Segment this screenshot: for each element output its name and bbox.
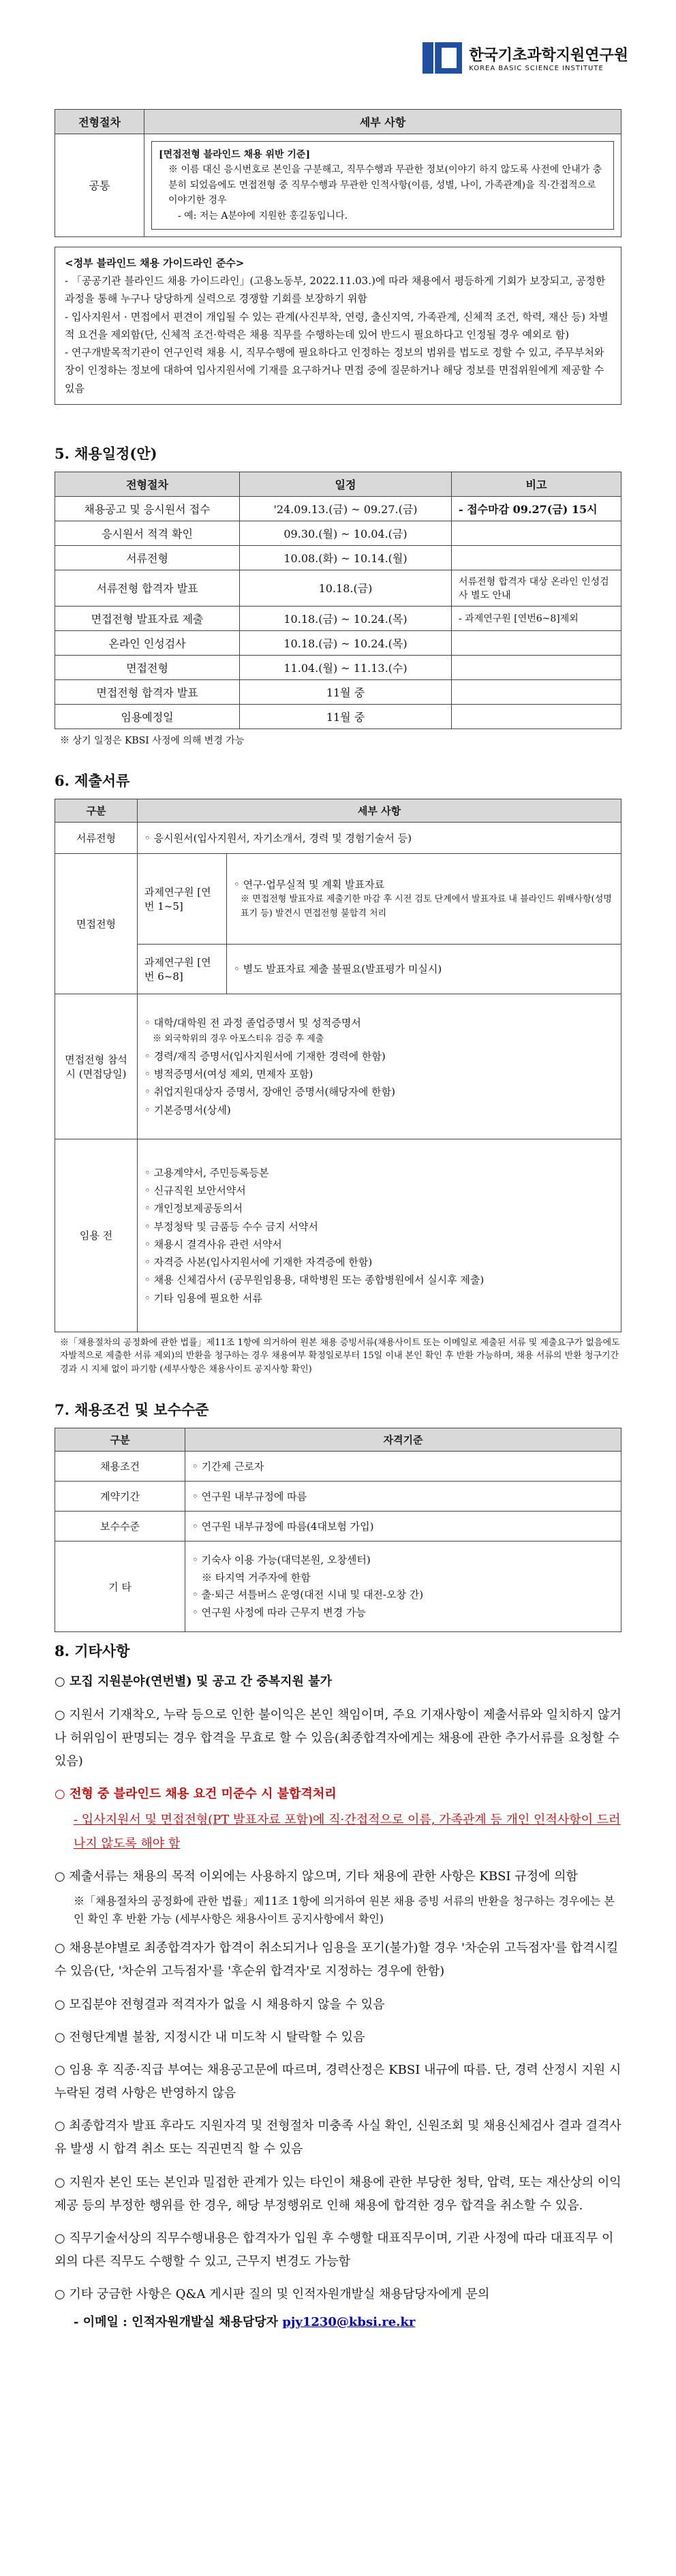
- table-row: [55, 570, 621, 606]
- schedule-header-note: 비고: [452, 472, 621, 496]
- doc-item: ◦ 취업지원대상자 증명서, 장애인 증명서(해당자에 한함): [144, 1086, 395, 1099]
- schedule-cell: 면접전형 합격자 발표: [55, 679, 240, 704]
- schedule-header-date: 일정: [240, 472, 452, 496]
- table-row: [55, 679, 621, 704]
- table-row: [55, 630, 621, 655]
- blind-guideline-box: [55, 247, 621, 405]
- table-row: [55, 944, 621, 994]
- table-row: [55, 496, 621, 521]
- misc-item: ○ 기타 궁금한 사항은 Q&A 게시판 질의 및 인적자원개발실 채용담당자에게 문의: [55, 2287, 490, 2302]
- documents-heading: 6. 제출서류: [55, 771, 130, 789]
- schedule-cell: 서류전형 합격자 대상 온라인 인성검사 별도 안내: [452, 570, 621, 606]
- guideline-title: <정부 블라인드 채용 가이드라인 준수>: [65, 256, 245, 269]
- misc-item: ○ 임용 후 직종·직급 부여는 채용공고문에 따르며, 경력산정은 KBSI 내규에 따름. 단, 경력 산정시 지원 시 누락된 경력 사항은 반영하지 않음: [55, 2062, 621, 2101]
- conditions-section: [55, 1399, 621, 1632]
- condition-label: 계약기간: [55, 1482, 185, 1512]
- schedule-cell: 11월 중: [240, 704, 452, 729]
- schedule-cell: 응시원서 적격 확인: [55, 521, 240, 545]
- doc-row-label: 서류전형: [55, 822, 138, 853]
- doc-item: ◦ 경력/재직 증명서(입사지원서에 기재한 경력에 한함): [144, 1049, 386, 1062]
- table-row: [55, 704, 621, 729]
- top-table-section: [55, 109, 621, 237]
- doc-row-label: 면접전형: [55, 853, 138, 994]
- misc-item: ○ 모집분야 전형결과 적격자가 없을 시 채용하지 않을 수 있음: [55, 1997, 385, 2012]
- condition-item: ◦ 출·퇴근 셔틀버스 운영(대전 시내 및 대전-오창 간): [192, 1589, 424, 1601]
- table-row: [55, 853, 621, 944]
- misc-item: ○ 지원서 기재착오, 누락 등으로 인한 불이익은 본인 책임이며, 주요 기재사항이 제출서류와 일치하지 않거나 허위임이 판명되는 경우 합격을 무효로 할 수 있음(최종합격자에게는 채용에 관한 추가서류를 요청할 수 있음): [55, 1707, 621, 1769]
- schedule-cell: 10.08.(화) ~ 10.14.(월): [240, 545, 452, 570]
- schedule-cell: 온라인 인성검사: [55, 630, 240, 655]
- schedule-cell: 임용예정일: [55, 704, 240, 729]
- misc-item: ○ 채용분야별로 최종합격자가 합격이 취소되거나 임용을 포기(불가)할 경우 '차순위 고득점자'를 합격시킬 수 있음(단, '차순위 고득점자'를 '후순위 합격자'로 지정하는 경우에 한함): [55, 1941, 619, 1979]
- documents-table: [55, 799, 621, 1332]
- misc-item-note: ※「채용절차의 공정화에 관한 법률」제11조 1항에 의거하여 원본 채용 증빙 서류의 반환을 청구하는 경우에는 본인 확인 후 반환 가능 (세부사항은 채용사이트 공지사항에서 확인): [74, 1894, 615, 1925]
- schedule-cell: 서류전형 합격자 발표: [55, 570, 240, 606]
- condition-value: ◦ 연구원 내부규정에 따름: [185, 1482, 621, 1512]
- schedule-cell: [452, 521, 621, 545]
- documents-header-type: 구분: [55, 799, 138, 822]
- doc-item-note: ※ 외국학위의 경우 아포스티유 검증 후 제출: [153, 1034, 324, 1045]
- table-row: [55, 1482, 621, 1512]
- schedule-cell: [452, 704, 621, 729]
- contact-line: [74, 2311, 621, 2334]
- table-row: [55, 655, 621, 679]
- schedule-cell: 09.30.(월) ~ 10.04.(금): [240, 521, 452, 545]
- table-row: [55, 606, 621, 630]
- schedule-cell: [452, 630, 621, 655]
- kbsi-logo: [422, 42, 628, 74]
- schedule-cell: 11월 중: [240, 679, 452, 704]
- schedule-cell: 11.04.(월) ~ 11.13.(수): [240, 655, 452, 679]
- doc-item: ◦ 개인정보제공동의서: [144, 1202, 243, 1215]
- guideline-line: - 연구개발목적기관이 연구인력 채용 시, 직무수행에 필요하다고 인정하는 정보의 범위를 법도로 정할 수 있고, 주무부처와 장이 인정하는 정보에 대하여 입사지원서에 기재를 요구하거나 면접 중에 질문하거나 해당 정보를 면접위원에게 제공할 수 있음: [65, 346, 604, 395]
- misc-item: ○ 지원자 본인 또는 본인과 밀접한 관계가 있는 타인이 채용에 관한 부당한 청탁, 압력, 또는 재산상의 이익 제공 등의 부정한 행위를 한 경우, 해당 부정행위로 인해 채용에 합격한 경우 합격을 취소할 수 있음.: [55, 2175, 621, 2213]
- schedule-cell: [452, 679, 621, 704]
- table-row: [55, 994, 621, 1139]
- violation-title: [면접전형 블라인드 채용 위반 기준]: [159, 149, 311, 160]
- schedule-section: [55, 443, 621, 747]
- logo-korean: 한국기초과학지원연구원: [469, 47, 628, 64]
- table-row: [55, 545, 621, 570]
- violation-example: - 예: 저는 A분야에 지원한 홍길동입니다.: [178, 210, 348, 221]
- misc-item: ○ 직무기술서상의 직무수행내용은 합격자가 입원 후 수행할 대표직무이며, 기관 사정에 따라 대표직무 이외의 다른 직무도 수행할 수 있고, 근무지 변경도 가능함: [55, 2231, 614, 2269]
- top-header-detail: 세부 사항: [144, 110, 621, 134]
- doc-item: ◦ 자격증 사본(입사지원서에 기재한 자격증에 한함): [144, 1256, 373, 1269]
- doc-item: ◦ 부정청탁 및 금품등 수수 금지 서약서: [144, 1220, 318, 1233]
- schedule-cell: 채용공고 및 응시원서 접수: [55, 496, 240, 521]
- top-header-stage: 전형절차: [55, 110, 144, 134]
- misc-item: ○ 전형 중 블라인드 채용 요건 미준수 시 불합격처리: [55, 1787, 337, 1802]
- schedule-cell: [452, 545, 621, 570]
- doc-item: ◦ 기타 임용에 필요한 서류: [144, 1291, 262, 1304]
- doc-item: ◦ 신규직원 보안서약서: [144, 1184, 246, 1197]
- misc-item: ○ 최종합격자 발표 후라도 지원자격 및 전형절차 미충족 사실 확인, 신원조회 및 채용신체검사 결과 결격사유 발생 시 합격 취소 또는 직권면직 할 수 있음: [55, 2119, 621, 2157]
- condition-item: ◦ 기숙사 이용 가능(대덕본원, 오창센터): [192, 1554, 371, 1567]
- conditions-header-type: 구분: [55, 1428, 185, 1452]
- schedule-cell: [452, 655, 621, 679]
- schedule-header-stage: 전형절차: [55, 472, 240, 496]
- violation-item: ※ 이름 대신 응시번호로 본인을 구분해고, 직무수행과 무관한 정보(이야기 하지 않도록 사전에 안내가 충분히 되었음에도 면접전형 중 직무수행과 무관한 인적사항(이름, 성별, 나이, 가족관계)을 직·간접적으로 이야기한 경우: [168, 164, 602, 206]
- condition-value: ◦ 연구원 내부규정에 따름(4대보험 가입): [185, 1512, 621, 1542]
- condition-value: ◦ 기간제 근로자: [185, 1452, 621, 1482]
- logo-english: KOREA BASIC SCIENCE INSTITUTE: [469, 65, 604, 72]
- doc-subrow-label: 과제연구원 [연번 6~8]: [138, 944, 227, 994]
- table-row: [55, 822, 621, 853]
- guideline-line: - 「공공기관 블라인드 채용 가이드라인」(고용노동부, 2022.11.03.)에 따라 채용에서 평등하게 기회가 보장되고, 공정한 과정을 통해 누구나 당당하게 실력으로 경쟁할 기회를 보장하기 위함: [65, 275, 606, 305]
- doc-item: ◦ 기본증명서(상세): [144, 1103, 231, 1116]
- schedule-cell: 10.18.(금) ~ 10.24.(목): [240, 606, 452, 630]
- doc-item: ◦ 채용시 결격사유 관련 서약서: [144, 1238, 282, 1251]
- schedule-cell: - 접수마감 09.27(금) 15시: [452, 496, 621, 521]
- condition-item-note: ※ 타지역 거주자에 한함: [202, 1571, 311, 1584]
- documents-note: ※「채용절차의 공정화에 관한 법률」제11조 1항에 의거하여 원본 채용 증빙서류(채용사이트 또는 이메일로 제출된 서류 및 제출요구가 없음에도 자발적으로 제출한 서류 제외)의 반환을 청구하는 경우 채용여부 확정일로부터 15일 이내 본인 확인 후 반환 가능하며, 채용 서류의 반환 청구기간 경과 시 지체 없이 파기함 (세부사항은 채용사이트 공지사항 확인): [60, 1337, 620, 1375]
- schedule-cell: - 과제연구원 [연번6~8]제외: [452, 606, 621, 630]
- schedule-table: [55, 472, 621, 729]
- doc-item: ◦ 연구·업무실적 및 계획 발표자료: [234, 878, 385, 891]
- table-row: [55, 1542, 621, 1632]
- documents-section: [55, 770, 621, 1377]
- doc-subrow-label: 과제연구원 [연번 1~5]: [138, 853, 227, 944]
- conditions-heading: 7. 채용조건 및 보수수준: [55, 1401, 209, 1419]
- misc-item: ○ 전형단계별 불참, 지정시간 내 미도착 시 탈락할 수 있음: [55, 2029, 365, 2044]
- top-table: [55, 109, 621, 237]
- kbsi-logo-icon: [422, 42, 463, 74]
- condition-label: 보수수준: [55, 1512, 185, 1542]
- table-row: [55, 521, 621, 545]
- misc-item: ○ 모집 지원분야(연번별) 및 공고 간 중복지원 불가: [55, 1674, 332, 1689]
- schedule-cell: 면접전형: [55, 655, 240, 679]
- blind-violation-box: [151, 141, 614, 230]
- condition-item: ◦ 연구원 사정에 따라 근무지 변경 가능: [192, 1606, 366, 1619]
- conditions-header-criteria: 자격기준: [185, 1428, 621, 1452]
- schedule-cell: 10.18.(금): [240, 570, 452, 606]
- doc-item: ◦ 고용계약서, 주민등록등본: [144, 1166, 269, 1179]
- condition-label: 채용조건: [55, 1452, 185, 1482]
- condition-label: 기 타: [55, 1542, 185, 1632]
- conditions-table: [55, 1428, 621, 1632]
- contact-prefix: - 이메일 : 인적자원개발실 채용담당자: [74, 2314, 283, 2329]
- schedule-heading: 5. 채용일정(안): [55, 444, 157, 462]
- table-row: [55, 1452, 621, 1482]
- doc-item: ◦ 병적증명서(여성 제외, 면제자 포함): [144, 1068, 313, 1081]
- schedule-cell: '24.09.13.(금) ~ 09.27.(금): [240, 496, 452, 521]
- table-row: [55, 1512, 621, 1542]
- table-row: [55, 1139, 621, 1332]
- doc-item: ◦ 대학/대학원 전 과정 졸업증명서 및 성적증명서: [144, 1016, 361, 1029]
- contact-email-link[interactable]: pjy1230@kbsi.re.kr: [282, 2314, 416, 2329]
- misc-heading: 8. 기타사항: [55, 1642, 130, 1660]
- doc-row-label: 임용 전: [55, 1139, 138, 1332]
- doc-row-detail: ◦ 응시원서(입사지원서, 자기소개서, 경력 및 경험기술서 등): [138, 822, 621, 853]
- documents-header-detail: 세부 사항: [138, 799, 621, 822]
- misc-item: - 입사지원서 및 면접전형(PT 발표자료 포함)에 직·간접적으로 이름, 가족관계 등 개인 인적사항이 드러나지 않도록 해야 함: [74, 1813, 621, 1851]
- doc-item: ◦ 채용 신체검사서 (공무원임용용, 대학병원 또는 종합병원에서 실시후 제출): [144, 1274, 485, 1287]
- doc-item: ◦ 별도 발표자료 제출 불필요(발표평가 미실시): [227, 944, 621, 994]
- schedule-cell: 10.18.(금) ~ 10.24.(목): [240, 630, 452, 655]
- schedule-cell: 서류전형: [55, 545, 240, 570]
- doc-row-label: 면접전형 참석 시 (면접당일): [55, 994, 138, 1139]
- doc-item-note: ※ 면접전형 발표자료 제출기한 마감 후 시전 검토 단계에서 발표자료 내 블라인드 위배사항(성명 표기 등) 발견시 면접전형 불합격 처리: [241, 894, 612, 919]
- misc-section: [55, 1640, 621, 2333]
- top-stage-common: 공통: [55, 134, 144, 237]
- schedule-note: ※ 상기 일정은 KBSI 사정에 의해 변경 가능: [60, 735, 245, 746]
- guideline-line: - 입사지원서 · 면접에서 편견이 개입될 수 있는 관계(사진부착, 연령, 출신지역, 가족관계, 신체적 조건, 학력, 재산 등) 차별적 요건을 제외함(단, 신체적 조건·학력은 채용 직무를 수행하는데 있어 반드시 필요하다고 인정될 경우 예외로 함): [65, 310, 609, 341]
- schedule-cell: 면접전형 발표자료 제출: [55, 606, 240, 630]
- misc-item: ○ 제출서류는 채용의 목적 이외에는 사용하지 않으며, 기타 채용에 관한 사항은 KBSI 규정에 의함: [55, 1869, 578, 1884]
